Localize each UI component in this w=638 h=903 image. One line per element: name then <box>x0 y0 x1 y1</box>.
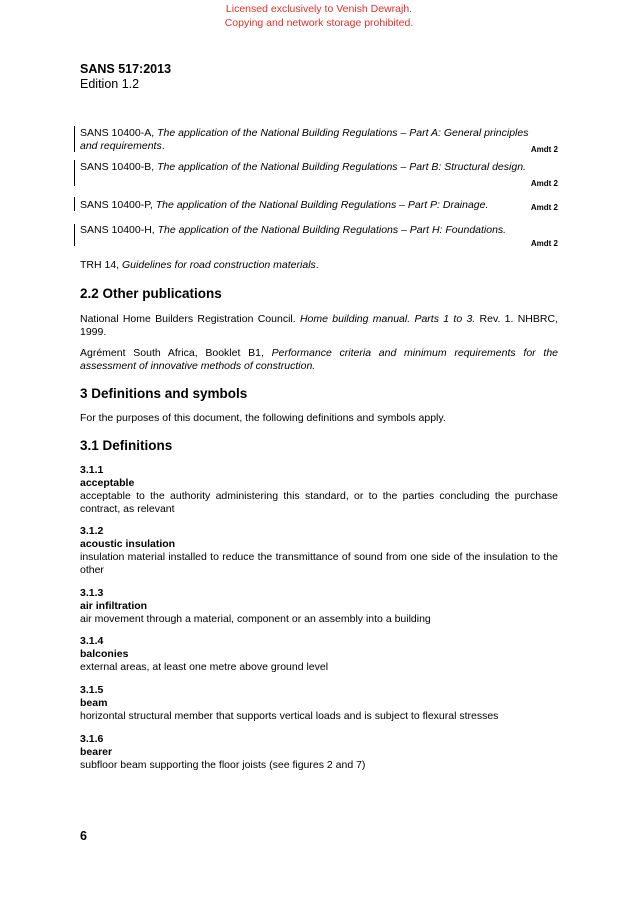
edition-label: Edition 1.2 <box>80 77 140 91</box>
definition-3-1-1 <box>80 464 558 516</box>
reference-sans-10400-p <box>80 199 558 213</box>
reference-title: The application of the National Building Regulations – Part A: General principles <box>157 127 529 139</box>
definition-term: bearer <box>80 746 113 758</box>
definition-number: 3.1.1 <box>80 464 104 476</box>
reference-tail: . <box>161 140 165 152</box>
definition-term: beam <box>80 697 108 709</box>
publication-author: Agrément South Africa, Booklet B1, <box>80 347 264 359</box>
reference-code: SANS 10400-A, <box>80 127 155 139</box>
reference-title: The application of the National Building Regulations – Part P: Drainage. <box>155 199 489 211</box>
amendment-marker: Amdt 2 <box>530 145 558 154</box>
amendment-bar <box>74 160 75 186</box>
publication-agrement <box>80 347 558 373</box>
definition-number: 3.1.3 <box>80 587 104 599</box>
reference-title-cont: and requirements <box>80 140 162 152</box>
heading-3-1: 3.1 Definitions <box>80 438 173 453</box>
definition-3-1-4 <box>80 635 558 674</box>
license-notice <box>0 2 638 30</box>
license-line-1: Licensed exclusively to Venish Dewrajh. <box>225 3 413 15</box>
definition-3-1-2 <box>80 525 558 577</box>
amendment-marker: Amdt 2 <box>530 203 558 212</box>
standard-code: SANS 517:2013 <box>80 62 172 76</box>
heading-2-2: 2.2 Other publications <box>80 286 222 301</box>
publication-title: Home building manual. Parts 1 to 3. <box>299 313 476 325</box>
publication-author: National Home Builders Registration Council. <box>80 313 296 325</box>
definition-text: horizontal structural member that supports vertical loads and is subject to flexural stresses <box>80 710 499 722</box>
reference-title: The application of the National Building Regulations – Part H: Foundations. <box>157 224 507 236</box>
definition-number: 3.1.4 <box>80 635 104 647</box>
license-line-2: Copying and network storage prohibited. <box>224 17 414 29</box>
definition-3-1-6 <box>80 733 558 772</box>
definition-text: external areas, at least one metre above ground level <box>80 661 329 673</box>
definition-term: acceptable <box>80 477 135 489</box>
definition-number: 3.1.5 <box>80 684 104 696</box>
publication-title: Performance criteria and minimum requirements for the assessment of innovative methods of construction. <box>80 347 558 372</box>
reference-sans-10400-a <box>80 127 558 153</box>
definition-text: air movement through a material, component or an assembly into a building <box>80 613 431 625</box>
reference-code: SANS 10400-B, <box>80 161 155 173</box>
reference-title: The application of the National Building Regulations – Part B: Structural design. <box>157 161 526 173</box>
page-number: 6 <box>80 829 87 843</box>
section-intro: For the purposes of this document, the following definitions and symbols apply. <box>80 412 446 424</box>
document-header <box>80 62 171 92</box>
definition-text: acceptable to the authority administering this standard, or to the parties concluding the purchase contract, as relevant <box>80 490 558 515</box>
reference-sans-10400-b <box>80 161 558 187</box>
reference-sans-10400-h <box>80 224 558 250</box>
amendment-marker: Amdt 2 <box>530 239 558 248</box>
reference-tail: . <box>315 259 319 271</box>
definition-number: 3.1.6 <box>80 733 104 745</box>
definition-3-1-5 <box>80 684 558 723</box>
publication-details: Rev. 1. NHBRC, 1999. <box>80 313 558 338</box>
reference-code: TRH 14, <box>80 259 120 271</box>
definition-term: balconies <box>80 648 129 660</box>
definition-term: air infiltration <box>80 600 148 612</box>
reference-trh-14 <box>80 259 558 272</box>
definition-3-1-3 <box>80 587 558 626</box>
heading-3: 3 Definitions and symbols <box>80 386 248 401</box>
definition-text: subfloor beam supporting the floor joists (see figures 2 and 7) <box>80 759 366 771</box>
reference-title: Guidelines for road construction materials <box>122 259 316 271</box>
amendment-marker: Amdt 2 <box>530 179 558 188</box>
reference-code: SANS 10400-H, <box>80 224 155 236</box>
amendment-bar <box>74 126 75 152</box>
definition-text: insulation material installed to reduce the transmittance of sound from one side of the insulation to the other <box>80 551 558 576</box>
definition-number: 3.1.2 <box>80 525 104 537</box>
publication-nhbrc <box>80 313 558 339</box>
amendment-bar <box>74 224 75 246</box>
definition-term: acoustic insulation <box>80 538 176 550</box>
reference-code: SANS 10400-P, <box>80 199 153 211</box>
amendment-bar <box>74 197 75 211</box>
